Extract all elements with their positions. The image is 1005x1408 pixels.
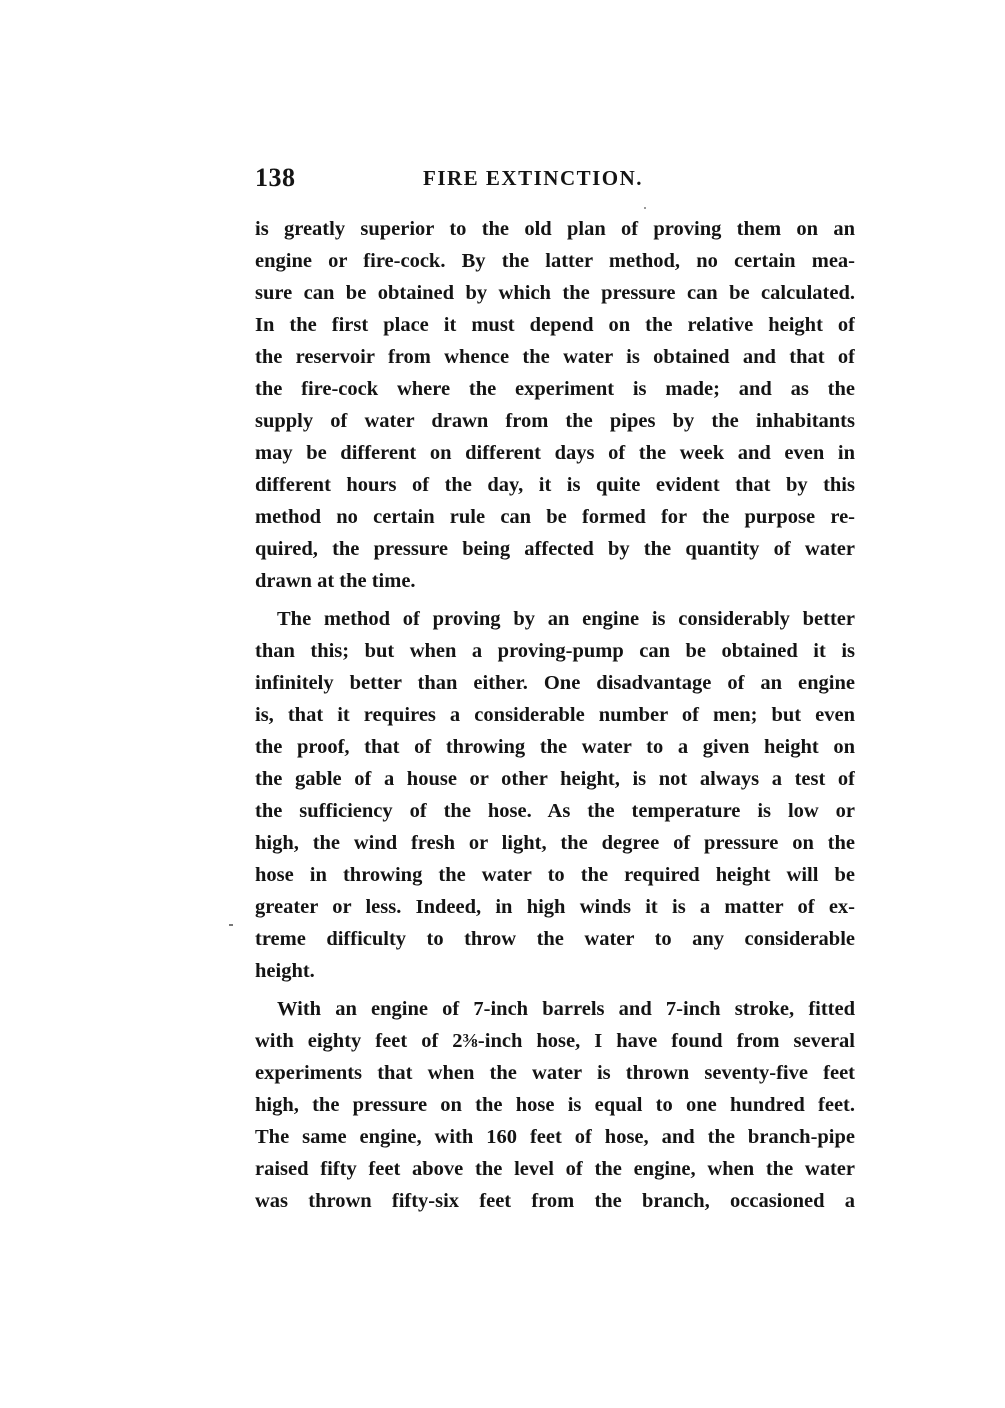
paragraph-2 bbox=[255, 603, 855, 987]
text-line: the reservoir from whence the water is obtained and that of bbox=[255, 346, 855, 368]
text-line: is greatly superior to the old plan of proving them on an bbox=[255, 218, 855, 240]
text-line: than this; but when a proving-pump can be obtained it is bbox=[255, 640, 855, 662]
text-line: is, that it requires a considerable number of men; but even bbox=[255, 704, 855, 726]
text-line: engine or fire-cock. By the latter method, no certain mea- bbox=[255, 250, 855, 272]
running-title: FIRE EXTINCTION. bbox=[423, 166, 644, 190]
text-line: the gable of a house or other height, is not always a test of bbox=[255, 768, 855, 790]
text-line: different hours of the day, it is quite evident that by this bbox=[255, 474, 855, 496]
paragraph-1 bbox=[255, 213, 855, 597]
print-speck bbox=[644, 207, 646, 209]
text-line: raised fifty feet above the level of the engine, when the water bbox=[255, 1158, 855, 1180]
paragraph-3 bbox=[255, 993, 855, 1217]
text-line: high, the pressure on the hose is equal to one hundred feet. bbox=[255, 1094, 855, 1116]
text-line: sure can be obtained by which the pressure can be calculated. bbox=[255, 282, 855, 304]
text-line: height. bbox=[255, 960, 315, 982]
text-line: experiments that when the water is thrown seventy-five feet bbox=[255, 1062, 855, 1084]
text-line: In the first place it must depend on the relative height of bbox=[255, 314, 855, 336]
text-line: infinitely better than either. One disadvantage of an engine bbox=[255, 672, 855, 694]
text-line: quired, the pressure being affected by the quantity of water bbox=[255, 538, 855, 560]
text-line: The same engine, with 160 feet of hose, and the branch-pipe bbox=[255, 1126, 855, 1148]
running-head bbox=[255, 163, 855, 197]
text-line: greater or less. Indeed, in high winds it is a matter of ex- bbox=[255, 896, 855, 918]
text-line: may be different on different days of the week and even in bbox=[255, 442, 855, 464]
text-line: method no certain rule can be formed for the purpose re- bbox=[255, 506, 855, 528]
margin-mark bbox=[229, 924, 233, 926]
text-line: treme difficulty to throw the water to any considerable bbox=[255, 928, 855, 950]
page-number: 138 bbox=[255, 163, 296, 192]
text-line: high, the wind fresh or light, the degree of pressure on the bbox=[255, 832, 855, 854]
body-text bbox=[255, 213, 855, 1217]
text-line: hose in throwing the water to the required height will be bbox=[255, 864, 855, 886]
text-line: The method of proving by an engine is considerably better bbox=[277, 608, 855, 630]
text-line: supply of water drawn from the pipes by the inhabitants bbox=[255, 410, 855, 432]
text-line: the sufficiency of the hose. As the temperature is low or bbox=[255, 800, 855, 822]
text-line: With an engine of 7-inch barrels and 7-inch stroke, fitted bbox=[277, 998, 855, 1020]
text-line: the proof, that of throwing the water to a given height on bbox=[255, 736, 855, 758]
text-line: drawn at the time. bbox=[255, 570, 416, 592]
text-line: was thrown fifty-six feet from the branch, occasioned a bbox=[255, 1190, 855, 1212]
text-line: with eighty feet of 2⅜-inch hose, I have found from several bbox=[255, 1030, 855, 1052]
text-line: the fire-cock where the experiment is made; and as the bbox=[255, 378, 855, 400]
